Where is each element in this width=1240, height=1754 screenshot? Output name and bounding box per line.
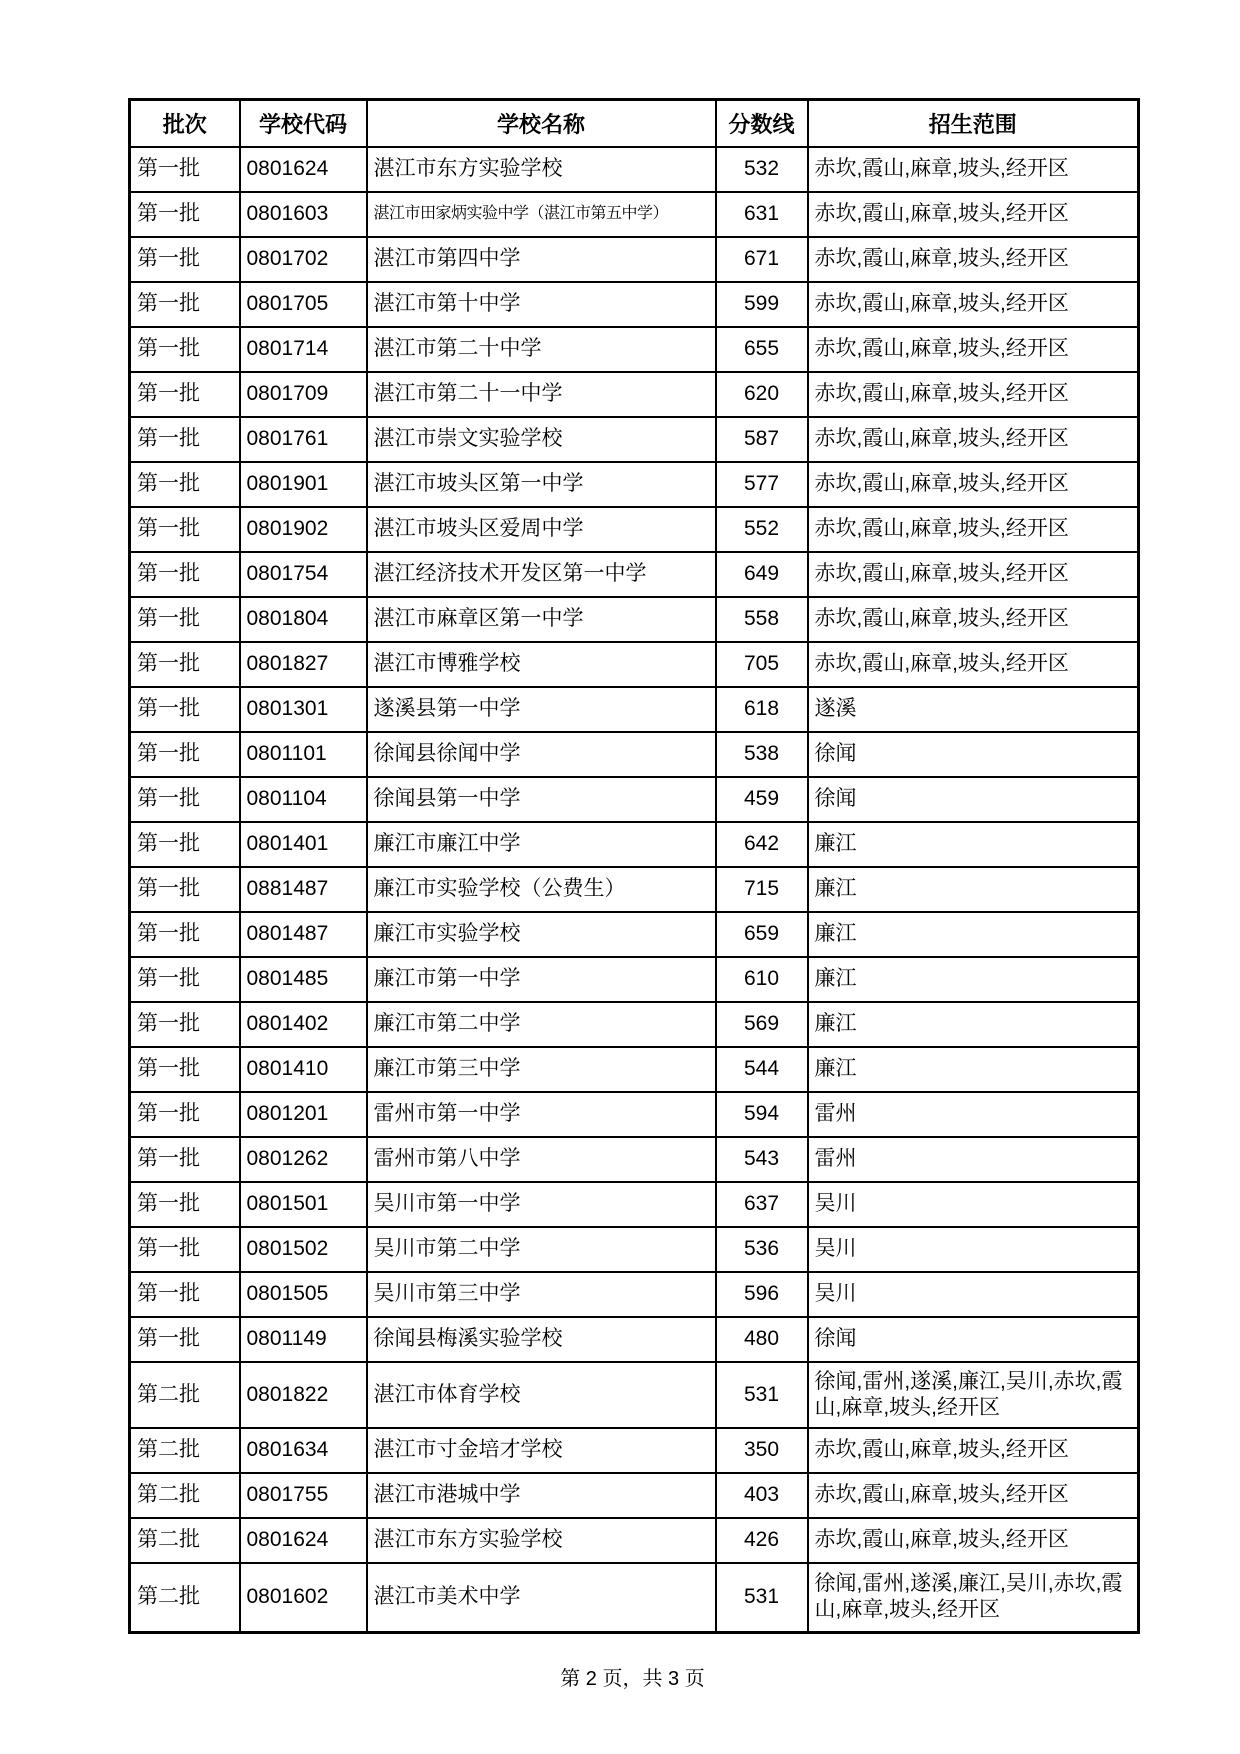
code-cell: 0801402	[240, 1002, 367, 1047]
page-number: 第 2 页，共 3 页	[560, 1668, 705, 1690]
code-cell: 0801505	[240, 1272, 367, 1317]
batch-cell: 第一批	[130, 282, 240, 327]
scope-cell: 廉江	[808, 822, 1139, 867]
scope-cell: 雷州	[808, 1092, 1139, 1137]
table-row	[130, 417, 1139, 462]
table-row	[130, 777, 1139, 822]
code-cell: 0801624	[240, 147, 367, 192]
name-cell: 湛江市东方实验学校	[367, 147, 716, 192]
scope-cell: 赤坎,霞山,麻章,坡头,经开区	[808, 372, 1139, 417]
code-cell: 0801149	[240, 1317, 367, 1362]
batch-cell: 第一批	[130, 192, 240, 237]
table-row	[130, 1428, 1139, 1473]
batch-cell: 第一批	[130, 1047, 240, 1092]
code-cell: 0801709	[240, 372, 367, 417]
score-cell: 426	[716, 1518, 808, 1563]
batch-cell: 第一批	[130, 1182, 240, 1227]
table-row	[130, 372, 1139, 417]
name-cell: 湛江市麻章区第一中学	[367, 597, 716, 642]
scope-cell: 廉江	[808, 912, 1139, 957]
code-cell: 0801410	[240, 1047, 367, 1092]
scope-cell: 徐闻	[808, 732, 1139, 777]
table-row	[130, 1563, 1139, 1633]
name-cell: 廉江市第一中学	[367, 957, 716, 1002]
batch-cell: 第一批	[130, 372, 240, 417]
score-cell: 610	[716, 957, 808, 1002]
name-cell: 吴川市第三中学	[367, 1272, 716, 1317]
scope-cell: 赤坎,霞山,麻章,坡头,经开区	[808, 462, 1139, 507]
batch-cell: 第一批	[130, 237, 240, 282]
name-cell: 湛江市港城中学	[367, 1473, 716, 1518]
scope-cell: 赤坎,霞山,麻章,坡头,经开区	[808, 1518, 1139, 1563]
code-cell: 0801262	[240, 1137, 367, 1182]
table-row	[130, 687, 1139, 732]
score-cell: 552	[716, 507, 808, 552]
name-cell: 雷州市第一中学	[367, 1092, 716, 1137]
score-cell: 705	[716, 642, 808, 687]
table-row	[130, 1227, 1139, 1272]
batch-cell: 第一批	[130, 867, 240, 912]
batch-cell: 第一批	[130, 1317, 240, 1362]
code-cell: 0801822	[240, 1362, 367, 1428]
batch-cell: 第一批	[130, 1002, 240, 1047]
table-row	[130, 1092, 1139, 1137]
name-cell: 吴川市第二中学	[367, 1227, 716, 1272]
code-cell: 0801603	[240, 192, 367, 237]
batch-cell: 第一批	[130, 417, 240, 462]
scope-cell: 吴川	[808, 1182, 1139, 1227]
table-row	[130, 552, 1139, 597]
score-cell: 599	[716, 282, 808, 327]
scope-cell: 徐闻	[808, 1317, 1139, 1362]
score-cell: 531	[716, 1362, 808, 1428]
batch-cell: 第一批	[130, 462, 240, 507]
score-cell: 480	[716, 1317, 808, 1362]
score-cell: 543	[716, 1137, 808, 1182]
table-row	[130, 147, 1139, 192]
score-cell: 631	[716, 192, 808, 237]
scope-cell: 赤坎,霞山,麻章,坡头,经开区	[808, 147, 1139, 192]
batch-cell: 第一批	[130, 687, 240, 732]
scope-cell: 徐闻,雷州,遂溪,廉江,吴川,赤坎,霞山,麻章,坡头,经开区	[808, 1362, 1139, 1428]
table-row	[130, 237, 1139, 282]
name-cell: 湛江市第二十中学	[367, 327, 716, 372]
col-header-school-code: 学校代码	[240, 100, 367, 147]
name-cell: 湛江市美术中学	[367, 1563, 716, 1633]
table-row	[130, 1182, 1139, 1227]
code-cell: 0801705	[240, 282, 367, 327]
name-cell: 雷州市第八中学	[367, 1137, 716, 1182]
code-cell: 0801501	[240, 1182, 367, 1227]
table-row	[130, 282, 1139, 327]
table-header-row	[130, 100, 1139, 147]
batch-cell: 第一批	[130, 1092, 240, 1137]
scope-cell: 赤坎,霞山,麻章,坡头,经开区	[808, 327, 1139, 372]
batch-cell: 第一批	[130, 732, 240, 777]
code-cell: 0801755	[240, 1473, 367, 1518]
table-row	[130, 1317, 1139, 1362]
table-row	[130, 1047, 1139, 1092]
score-cell: 671	[716, 237, 808, 282]
table-row	[130, 957, 1139, 1002]
score-cell: 569	[716, 1002, 808, 1047]
name-cell: 湛江市田家炳实验中学（湛江市第五中学）	[367, 192, 716, 237]
batch-cell: 第二批	[130, 1362, 240, 1428]
name-cell: 湛江市坡头区第一中学	[367, 462, 716, 507]
name-cell: 湛江市东方实验学校	[367, 1518, 716, 1563]
batch-cell: 第一批	[130, 327, 240, 372]
scope-cell: 廉江	[808, 1002, 1139, 1047]
scope-cell: 赤坎,霞山,麻章,坡头,经开区	[808, 552, 1139, 597]
name-cell: 遂溪县第一中学	[367, 687, 716, 732]
batch-cell: 第二批	[130, 1518, 240, 1563]
col-header-enrollment-scope: 招生范围	[808, 100, 1139, 147]
name-cell: 湛江市博雅学校	[367, 642, 716, 687]
table-row	[130, 1362, 1139, 1428]
code-cell: 0881487	[240, 867, 367, 912]
score-cell: 594	[716, 1092, 808, 1137]
batch-cell: 第一批	[130, 597, 240, 642]
scope-cell: 徐闻	[808, 777, 1139, 822]
name-cell: 廉江市实验学校	[367, 912, 716, 957]
name-cell: 廉江市廉江中学	[367, 822, 716, 867]
col-header-batch: 批次	[130, 100, 240, 147]
score-cell: 587	[716, 417, 808, 462]
table-row	[130, 822, 1139, 867]
name-cell: 湛江经济技术开发区第一中学	[367, 552, 716, 597]
table-row	[130, 597, 1139, 642]
batch-cell: 第一批	[130, 957, 240, 1002]
scope-cell: 徐闻,雷州,遂溪,廉江,吴川,赤坎,霞山,麻章,坡头,经开区	[808, 1563, 1139, 1633]
table-row	[130, 1272, 1139, 1317]
batch-cell: 第一批	[130, 1227, 240, 1272]
code-cell: 0801902	[240, 507, 367, 552]
table-row	[130, 507, 1139, 552]
scope-cell: 吴川	[808, 1227, 1139, 1272]
score-cell: 655	[716, 327, 808, 372]
batch-cell: 第二批	[130, 1563, 240, 1633]
table-row	[130, 867, 1139, 912]
score-cell: 532	[716, 147, 808, 192]
code-cell: 0801901	[240, 462, 367, 507]
name-cell: 湛江市坡头区爱周中学	[367, 507, 716, 552]
score-cell: 538	[716, 732, 808, 777]
score-cell: 596	[716, 1272, 808, 1317]
col-header-school-name: 学校名称	[367, 100, 716, 147]
scope-cell: 吴川	[808, 1272, 1139, 1317]
scope-cell: 赤坎,霞山,麻章,坡头,经开区	[808, 642, 1139, 687]
code-cell: 0801485	[240, 957, 367, 1002]
score-cell: 637	[716, 1182, 808, 1227]
batch-cell: 第一批	[130, 777, 240, 822]
name-cell: 廉江市第三中学	[367, 1047, 716, 1092]
table-row	[130, 327, 1139, 372]
batch-cell: 第一批	[130, 147, 240, 192]
code-cell: 0801101	[240, 732, 367, 777]
code-cell: 0801754	[240, 552, 367, 597]
name-cell: 湛江市第十中学	[367, 282, 716, 327]
scope-cell: 赤坎,霞山,麻章,坡头,经开区	[808, 1428, 1139, 1473]
table-row	[130, 642, 1139, 687]
score-cell: 649	[716, 552, 808, 597]
scope-cell: 赤坎,霞山,麻章,坡头,经开区	[808, 507, 1139, 552]
scope-cell: 廉江	[808, 1047, 1139, 1092]
table-row	[130, 1137, 1139, 1182]
name-cell: 徐闻县徐闻中学	[367, 732, 716, 777]
name-cell: 湛江市崇文实验学校	[367, 417, 716, 462]
score-cell: 536	[716, 1227, 808, 1272]
batch-cell: 第一批	[130, 1272, 240, 1317]
table-row	[130, 1473, 1139, 1518]
batch-cell: 第二批	[130, 1473, 240, 1518]
score-cell: 715	[716, 867, 808, 912]
code-cell: 0801502	[240, 1227, 367, 1272]
code-cell: 0801634	[240, 1428, 367, 1473]
scope-cell: 赤坎,霞山,麻章,坡头,经开区	[808, 282, 1139, 327]
score-cell: 618	[716, 687, 808, 732]
code-cell: 0801761	[240, 417, 367, 462]
scope-cell: 赤坎,霞山,麻章,坡头,经开区	[808, 192, 1139, 237]
score-cell: 531	[716, 1563, 808, 1633]
table-row	[130, 1518, 1139, 1563]
code-cell: 0801714	[240, 327, 367, 372]
scope-cell: 遂溪	[808, 687, 1139, 732]
code-cell: 0801301	[240, 687, 367, 732]
name-cell: 吴川市第一中学	[367, 1182, 716, 1227]
code-cell: 0801104	[240, 777, 367, 822]
table-row	[130, 1002, 1139, 1047]
batch-cell: 第一批	[130, 507, 240, 552]
code-cell: 0801827	[240, 642, 367, 687]
batch-cell: 第一批	[130, 1137, 240, 1182]
scope-cell: 赤坎,霞山,麻章,坡头,经开区	[808, 1473, 1139, 1518]
batch-cell: 第一批	[130, 822, 240, 867]
name-cell: 廉江市第二中学	[367, 1002, 716, 1047]
code-cell: 0801702	[240, 237, 367, 282]
table-row	[130, 192, 1139, 237]
scope-cell: 廉江	[808, 867, 1139, 912]
batch-cell: 第一批	[130, 642, 240, 687]
score-cell: 659	[716, 912, 808, 957]
scope-cell: 赤坎,霞山,麻章,坡头,经开区	[808, 597, 1139, 642]
score-cell: 544	[716, 1047, 808, 1092]
code-cell: 0801487	[240, 912, 367, 957]
score-cell: 459	[716, 777, 808, 822]
scope-cell: 赤坎,霞山,麻章,坡头,经开区	[808, 417, 1139, 462]
scope-cell: 赤坎,霞山,麻章,坡头,经开区	[808, 237, 1139, 282]
name-cell: 湛江市第四中学	[367, 237, 716, 282]
table-row	[130, 732, 1139, 777]
batch-cell: 第二批	[130, 1428, 240, 1473]
name-cell: 湛江市第二十一中学	[367, 372, 716, 417]
score-table	[128, 98, 1140, 1634]
table-row	[130, 462, 1139, 507]
batch-cell: 第一批	[130, 912, 240, 957]
score-cell: 403	[716, 1473, 808, 1518]
score-cell: 350	[716, 1428, 808, 1473]
code-cell: 0801804	[240, 597, 367, 642]
score-cell: 642	[716, 822, 808, 867]
name-cell: 湛江市体育学校	[367, 1362, 716, 1428]
score-cell: 620	[716, 372, 808, 417]
name-cell: 廉江市实验学校（公费生）	[367, 867, 716, 912]
col-header-score-line: 分数线	[716, 100, 808, 147]
scope-cell: 廉江	[808, 957, 1139, 1002]
name-cell: 徐闻县梅溪实验学校	[367, 1317, 716, 1362]
score-cell: 558	[716, 597, 808, 642]
code-cell: 0801624	[240, 1518, 367, 1563]
code-cell: 0801201	[240, 1092, 367, 1137]
code-cell: 0801401	[240, 822, 367, 867]
name-cell: 湛江市寸金培才学校	[367, 1428, 716, 1473]
score-cell: 577	[716, 462, 808, 507]
name-cell: 徐闻县第一中学	[367, 777, 716, 822]
batch-cell: 第一批	[130, 552, 240, 597]
code-cell: 0801602	[240, 1563, 367, 1633]
scope-cell: 雷州	[808, 1137, 1139, 1182]
table-row	[130, 912, 1139, 957]
